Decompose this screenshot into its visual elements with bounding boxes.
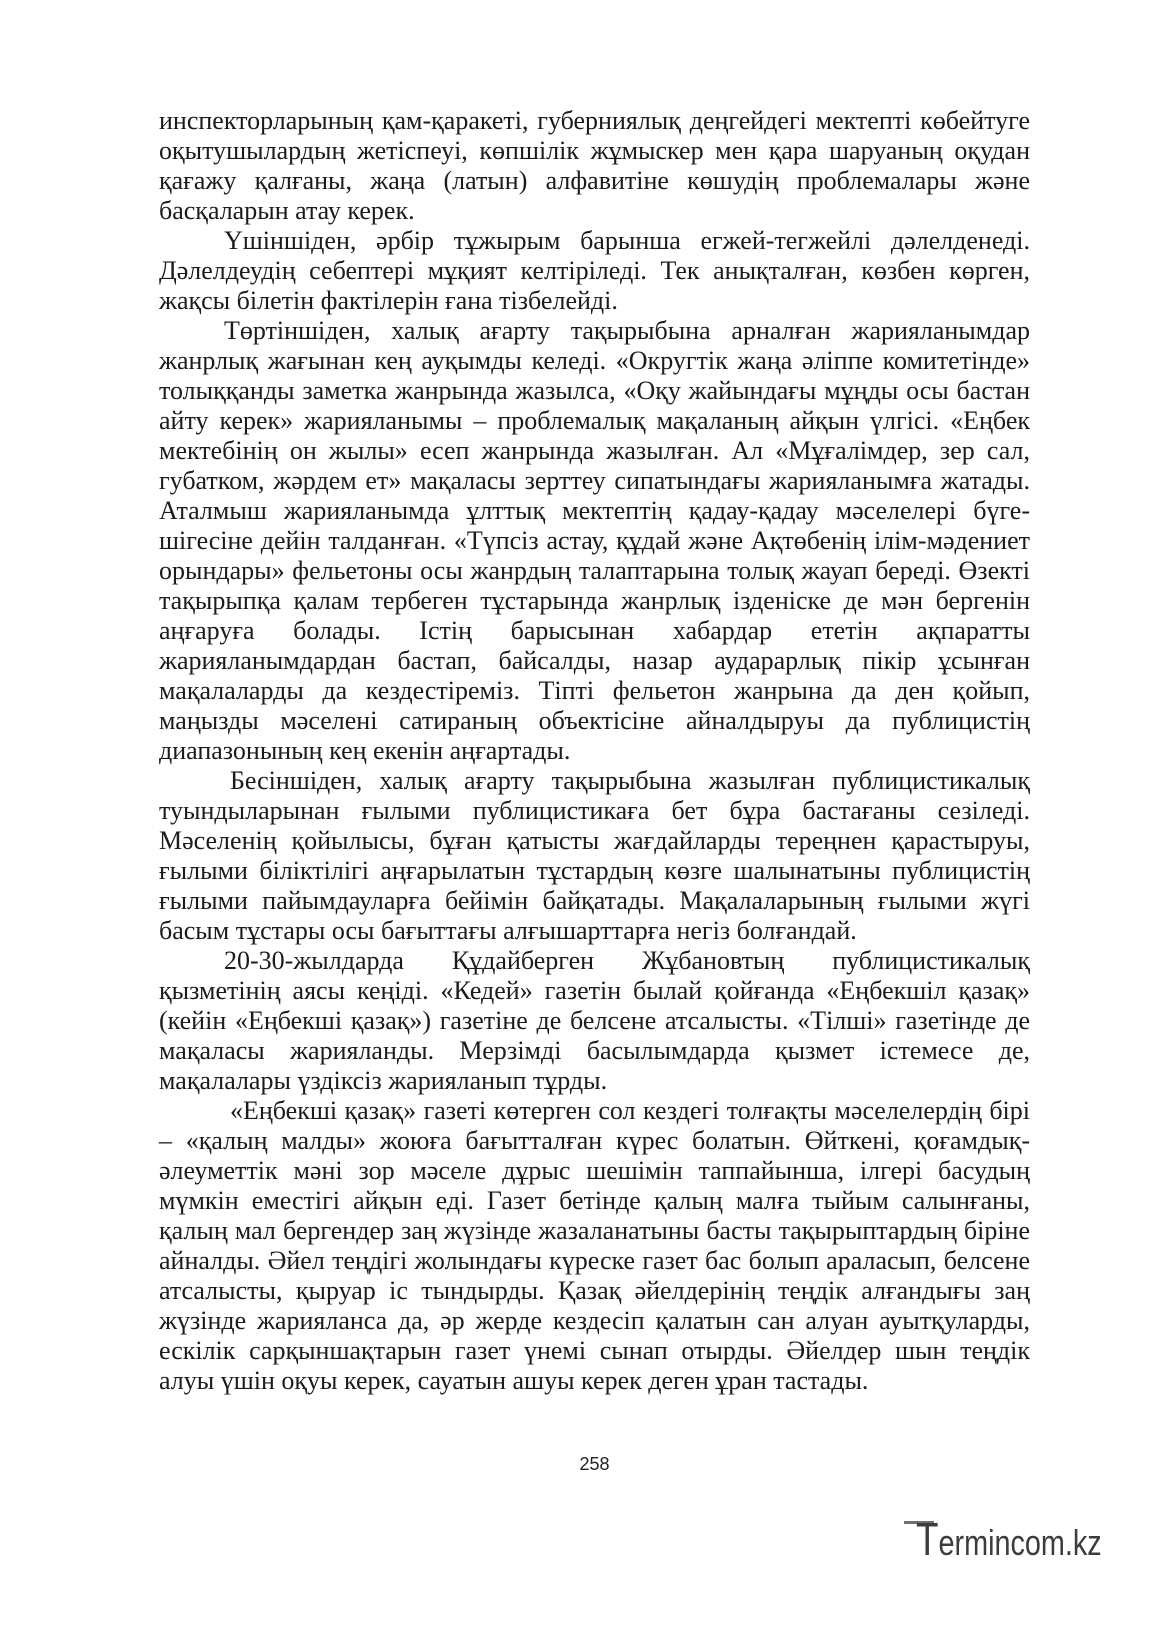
text-line: маңызды мәселені сатираның объектісіне айналдыруы да публицистің [159, 706, 1030, 735]
text-line: (кейін «Еңбекші қазақ») газетіне де белсене атсалысты. «Тілші» газетінде де [159, 1006, 1030, 1035]
text-line: жанрлық жағынан кең ауқымды келеді. «Округтік жаңа әліппе комитетінде» [159, 346, 1030, 375]
site-watermark-logo [904, 1515, 1114, 1571]
text-line: шігесіне дейін талданған. «Түпсіз астау, құдай және Ақтөбенің ілім-мәдениет [159, 526, 1030, 555]
text-line: Үшіншіден, әрбір тұжырым барынша егжей-тегжейлі дәлелденеді. [224, 226, 1030, 255]
paragraph [159, 946, 1030, 1096]
paragraph [159, 1096, 1030, 1396]
text-line: Төртіншіден, халық ағарту тақырыбына арналған жарияланымдар [224, 316, 1030, 345]
page-number: 258 [579, 1454, 610, 1474]
text-line: алуы үшін оқуы керек, сауатын ашуы керек деген ұран тастады. [159, 1366, 869, 1395]
text-line: толыққанды заметка жанрында жазылса, «Оқу жайындағы мұңды осы бастан [159, 376, 1030, 405]
text-line: айналды. Әйел теңдігі жолындағы күреске газет бас болып араласып, белсене [159, 1246, 1030, 1275]
paragraph [159, 106, 1030, 226]
paragraph [159, 766, 1030, 946]
text-line: инспекторларының қам-қаракеті, губерниялық деңгейдегі мектепті көбейтуге [159, 106, 1030, 135]
text-line: мектебінің он жылы» есеп жанрында жазылған. Ал «Мұғалімдер, зер сал, [159, 436, 1030, 465]
text-line: диапазонының кең екенін аңғартады. [159, 736, 571, 765]
text-line: мүмкін еместігі айқын еді. Газет бетінде қалың малға тыйым салынғаны, [159, 1186, 1030, 1215]
text-line: оқытушылардың жетіспеуі, көпшілік жұмыскер мен қара шаруаның оқудан [159, 136, 1030, 165]
text-line: тақырыпқа қалам тербеген тұстарында жанрлық ізденіске де мән бергенін [159, 586, 1030, 615]
text-line: аңғаруға болады. Істің барысынан хабардар ететін ақпаратты [159, 616, 1030, 645]
text-line: мақаласы жарияланды. Мерзімді басылымдарда қызмет істемесе де, [159, 1036, 1030, 1065]
text-line: губатком, жәрдем ет» мақаласы зерттеу сипатындағы жарияланымға жатады. [159, 466, 1030, 495]
text-line: – «қалың малды» жоюға бағытталған күрес болатын. Өйткені, қоғамдық- [159, 1126, 1030, 1155]
text-line: атсалысты, қыруар іс тындырды. Қазақ әйелдерінің теңдік алғандығы заң [159, 1276, 1030, 1305]
body-text [159, 106, 1030, 1396]
text-line: мақалаларды да кездестіреміз. Тіпті фельетон жанрына да ден қойып, [159, 676, 1030, 705]
text-line: ғылыми пайымдауларға бейімін байқатады. Мақалаларының ғылыми жүгі [159, 886, 1030, 915]
text-line: басқаларын атау керек. [159, 196, 415, 225]
text-line: орындары» фельетоны осы жанрдың талаптарына толық жауап береді. Өзекті [159, 556, 1030, 585]
text-line: қағажу қалғаны, жаңа (латын) алфавитіне көшудің проблемалары және [159, 166, 1030, 195]
text-line: әлеуметтік мәні зор мәселе дұрыс шешімін таппайынша, ілгері басудың [159, 1156, 1030, 1185]
text-line: Бесіншіден, халық ағарту тақырыбына жазылған публицистикалық [230, 766, 1030, 795]
logo-text: Termincom.kz [916, 1513, 1102, 1565]
text-line: жүзінде жарияланса да, әр жерде кездесіп қалатын сан алуан ауытқуларды, [159, 1306, 1030, 1335]
text-line: Мәселенің қойылысы, бұған қатысты жағдайларды тереңнен қарастыруы, [159, 826, 1030, 855]
text-line: жақсы білетін фактілерін ғана тізбелейді. [159, 286, 618, 315]
paragraph [159, 316, 1030, 766]
text-line: ескілік сарқыншақтарын газет үнемі сынап отырды. Әйелдер шын теңдік [159, 1336, 1030, 1365]
text-line: Дәлелдеудің себептері мұқият келтіріледі. Тек анықталған, көзбен көрген, [159, 256, 1030, 285]
text-line: басым тұстары осы бағыттағы алғышарттарға негіз болғандай. [159, 916, 857, 945]
text-line: қызметінің аясы кеңіді. «Кедей» газетін былай қойғанда «Еңбекшіл қазақ» [159, 976, 1030, 1005]
text-line: 20-30-жылдарда Құдайберген Жұбановтың публицистикалық [224, 946, 1030, 975]
text-line: жарияланымдардан бастап, байсалды, назар аударарлық пікір ұсынған [159, 646, 1030, 675]
text-line: мақалалары үздіксіз жарияланып тұрды. [159, 1066, 608, 1095]
text-line: Аталмыш жарияланымда ұлттық мектептің қадау-қадау мәселелері бүге- [159, 496, 1030, 525]
paragraph [159, 226, 1030, 316]
text-line: қалың мал бергендер заң жүзінде жазаланатыны басты тақырыптардың біріне [159, 1216, 1030, 1245]
text-line: айту керек» жарияланымы – проблемалық мақаланың айқын үлгісі. «Еңбек [159, 406, 1030, 435]
text-line: ғылыми біліктілігі аңғарылатын тұстардың көзге шалынатыны публицистің [159, 856, 1030, 885]
text-line: «Еңбекші қазақ» газеті көтерген сол кездегі толғақты мәселелердің бірі [230, 1096, 1030, 1125]
text-line: туындыларынан ғылыми публицистикаға бет бұра бастағаны сезіледі. [159, 796, 1030, 825]
